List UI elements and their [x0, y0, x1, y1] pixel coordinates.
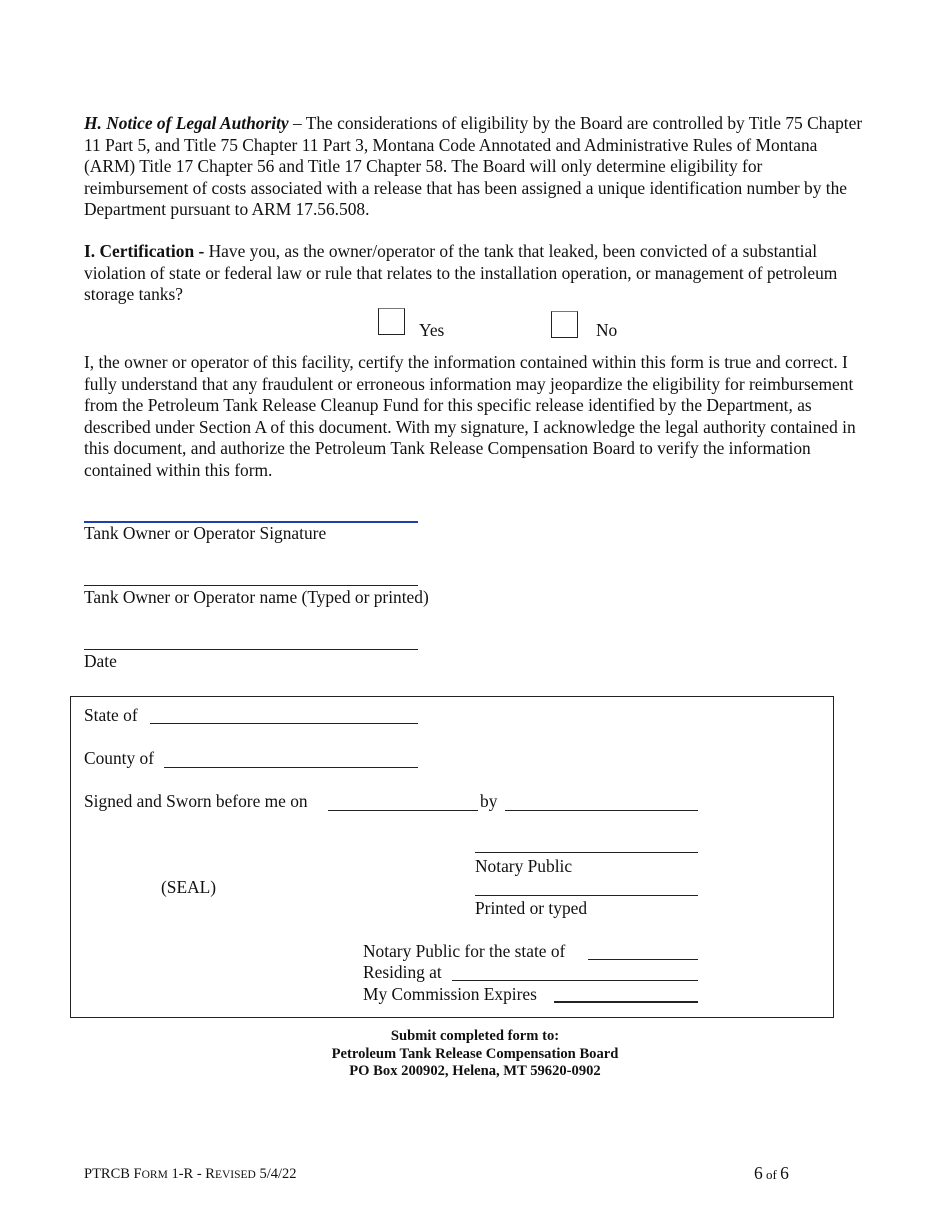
sworn-label: Signed and Sworn before me on: [84, 791, 308, 811]
form-small: ORM: [141, 1169, 168, 1181]
notary-box: [70, 696, 834, 1018]
page-current: 6: [754, 1163, 763, 1183]
no-label: No: [596, 320, 618, 340]
section-h-paragraph: [84, 113, 869, 221]
page-of: of: [762, 1167, 781, 1182]
commission-label: My Commission Expires: [363, 984, 537, 1004]
form-prefix: PTRCB F: [84, 1166, 142, 1182]
sworn-by-line[interactable]: [505, 810, 698, 811]
submit-line-1: Submit completed form to:: [390, 1028, 560, 1044]
commission-line[interactable]: [554, 1001, 698, 1003]
state-of-label: State of: [84, 705, 138, 725]
date-line[interactable]: [84, 649, 418, 650]
page-total: 6: [780, 1163, 789, 1183]
section-h-heading: H. Notice of Legal Authority: [84, 113, 289, 133]
form-mid: 1-R - R: [167, 1166, 215, 1182]
by-label: by: [480, 791, 498, 811]
section-i-heading: I. Certification -: [84, 241, 205, 261]
page-number: [754, 1163, 789, 1184]
no-checkbox[interactable]: [551, 311, 578, 338]
date-label: Date: [84, 651, 117, 671]
county-of-label: County of: [84, 748, 155, 768]
notary-state-label: Notary Public for the state of: [363, 941, 566, 961]
printed-line[interactable]: [475, 895, 698, 896]
section-i-question: Have you, as the owner/operator of the tank that leaked, been convicted of a substantial violation of state or federal law or rule that relates to the installation operation, or management of petroleum storage tanks?: [84, 241, 838, 305]
sworn-date-line[interactable]: [328, 810, 478, 811]
name-label: Tank Owner or Operator name (Typed or printed): [84, 587, 429, 607]
form-revision: [84, 1166, 297, 1183]
section-h-text: – The considerations of eligibility by the Board are controlled by Title 75 Chapter 11 Part 5, and Title 75 Chapter 11 Part 3, Montana Code Annotated and Administrative Rules of Montana (ARM) Title 17 Chapter 56 and Title 17 Chapter 58. The Board will only determine eligibility for reimbursement of costs associated with a release that has been assigned a unique identification number by the Department pursuant to ARM 17.56.508.: [84, 113, 863, 220]
state-of-line[interactable]: [150, 723, 418, 724]
notary-state-line[interactable]: [588, 959, 698, 960]
submit-line-2: Petroleum Tank Release Compensation Board: [331, 1046, 619, 1062]
printed-label: Printed or typed: [475, 898, 588, 918]
residing-line[interactable]: [452, 980, 698, 981]
revised-small: EVISED: [214, 1169, 256, 1181]
yes-checkbox[interactable]: [378, 308, 405, 335]
form-date: 5/4/22: [255, 1166, 297, 1182]
signature-label: Tank Owner or Operator Signature: [84, 523, 327, 543]
yes-label: Yes: [419, 320, 445, 340]
seal-label: (SEAL): [161, 877, 217, 897]
submit-line-3: PO Box 200902, Helena, MT 59620-0902: [349, 1063, 601, 1079]
residing-label: Residing at: [363, 962, 442, 982]
section-i-paragraph: [84, 241, 869, 306]
notary-public-label: Notary Public: [475, 856, 573, 876]
notary-public-line[interactable]: [475, 852, 698, 853]
county-of-line[interactable]: [164, 767, 418, 768]
name-line[interactable]: [84, 585, 418, 586]
certification-statement: I, the owner or operator of this facility, certify the information contained within this form is true and correct. I fully understand that any fraudulent or erroneous information may jeopardize the eligibility for reimbursement from the Petroleum Tank Release Cleanup Fund for this specific release identified by the Department, as described under Section A of this document. With my signature, I acknowledge the legal authority contained in this document, and authorize the Petroleum Tank Release Compensation Board to verify the information contained within this form.: [84, 352, 856, 480]
